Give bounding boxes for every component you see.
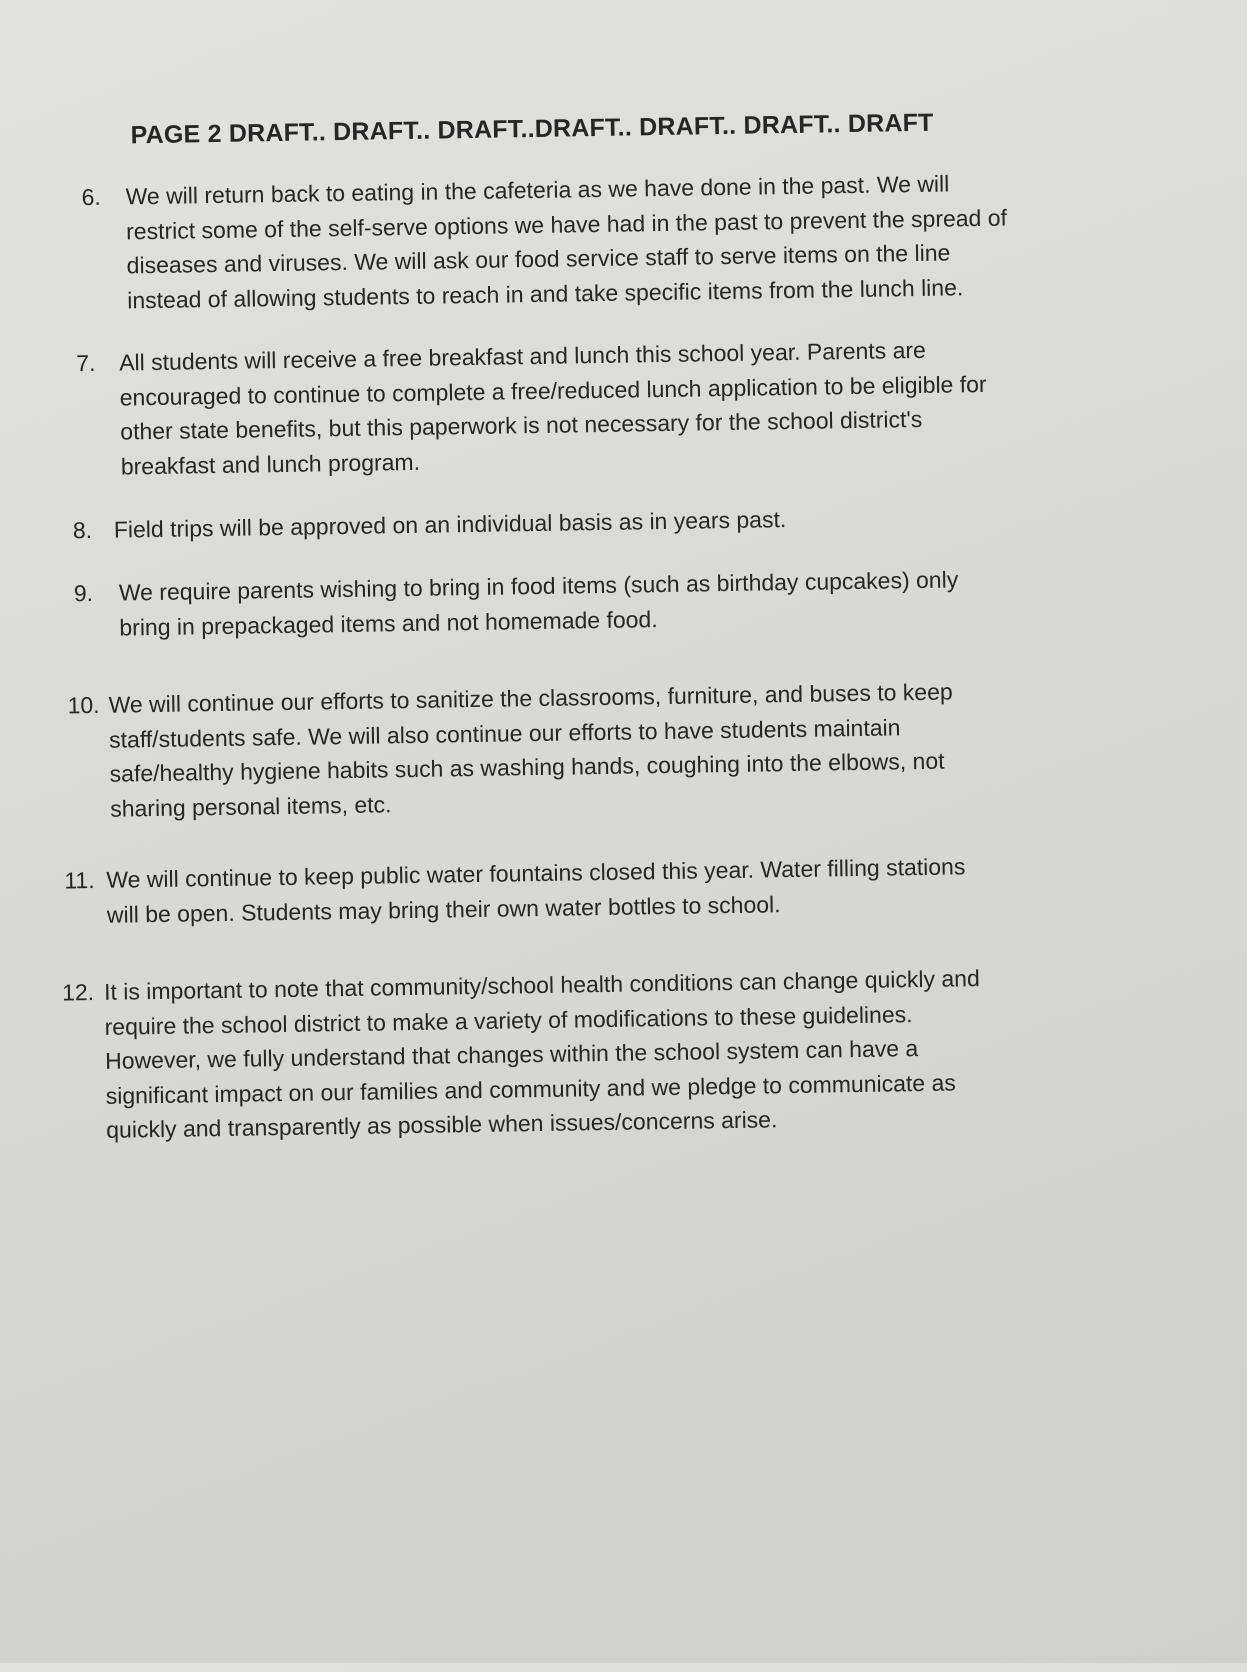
text-line: diseases and viruses. We will ask our food service staff to serve items on the line xyxy=(126,239,951,279)
item-text xyxy=(114,502,787,547)
item-number: 12. xyxy=(61,978,95,1006)
page-title: PAGE 2 DRAFT.. DRAFT.. DRAFT..DRAFT.. DRAFT.. DRAFT.. DRAFT xyxy=(130,108,934,150)
item-text xyxy=(104,961,982,1147)
text-line: staff/students safe. We will also continue our efforts to have students maintain xyxy=(108,713,901,753)
item-text xyxy=(108,674,954,825)
item-number: 11. xyxy=(64,866,95,894)
text-line: restrict some of the self-serve options we have had in the past to prevent the spread of xyxy=(125,204,1008,244)
text-line: require the school district to make a variety of modifications to these guidelines. xyxy=(104,1000,913,1040)
text-line: Field trips will be approved on an individual basis as in years past. xyxy=(113,506,787,543)
text-line: We will continue to keep public water fountains closed this year. Water filling stations xyxy=(106,853,966,893)
item-number: 9. xyxy=(73,579,94,607)
item-text xyxy=(119,562,959,644)
text-line: All students will receive a free breakfast and lunch this school year. Parents are xyxy=(119,336,927,376)
text-line: encouraged to continue to complete a free/reduced lunch application to be eligible for xyxy=(119,370,987,411)
text-line: We will continue our efforts to sanitize the classrooms, furniture, and buses to keep xyxy=(108,678,953,718)
text-line: We require parents wishing to bring in food items (such as birthday cupcakes) only xyxy=(118,566,959,606)
item-number: 10. xyxy=(67,691,100,719)
text-line: instead of allowing students to reach in and take specific items from the lunch line. xyxy=(127,273,964,313)
text-line: will be open. Students may bring their own water bottles to school. xyxy=(106,890,781,928)
item-text xyxy=(125,166,1008,318)
text-line: However, we fully understand that changes within the school system can have a xyxy=(104,1035,919,1074)
text-line: other state benefits, but this paperwork is not necessary for the school district's xyxy=(120,405,923,445)
text-line: It is important to note that community/school health conditions can change quickly and xyxy=(103,965,980,1005)
text-line: sharing personal items, etc. xyxy=(110,790,392,822)
text-line: bring in prepackaged items and not homemade food. xyxy=(119,605,658,641)
item-number: 6. xyxy=(81,183,101,211)
text-line: safe/healthy hygiene habits such as washing hands, coughing into the elbows, not xyxy=(109,747,945,787)
item-text xyxy=(106,849,966,931)
text-line: significant impact on our families and community and we pledge to communicate as xyxy=(105,1068,956,1109)
item-number: 7. xyxy=(76,349,96,377)
text-line: We will return back to eating in the cafeteria as we have done in the past. We will xyxy=(125,170,950,210)
item-text xyxy=(119,332,988,484)
item-number: 8. xyxy=(72,516,93,544)
text-line: breakfast and lunch program. xyxy=(120,448,421,480)
text-line: quickly and transparently as possible when issues/concerns arise. xyxy=(106,1106,778,1143)
